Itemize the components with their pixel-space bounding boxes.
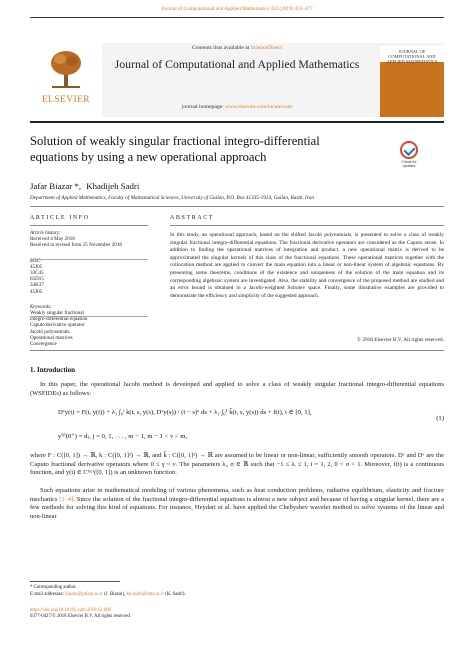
info-divider	[30, 316, 148, 317]
email-owner: (K. Sadri).	[164, 592, 186, 597]
keyword: Weakly singular fractional	[30, 310, 84, 317]
email-link[interactable]: kh.sadri@uma.ac.ir	[126, 592, 165, 597]
equation-line-1: Dᵛy(t) = F(t, y(t)) + λ₁ ∫₀ᵗ k(t, s, y(s), Dᵛy(s)) / (t − s)ᵘ ds + λ₂ ∫₀¹ k̃(t, s, y(s)) ds + f(t), t ∈ [0, 1],	[58, 409, 312, 416]
article-info	[30, 230, 150, 351]
keyword: Caputo derivative operator	[30, 322, 85, 329]
intro-paragraph-3-text: Such equations arise in mathematical modeling of various phenomena, such as heat conduction problems, radiative equilibrium, elasticity and fracture mechanics	[30, 487, 444, 503]
elsevier-logo[interactable]	[30, 43, 102, 117]
homepage-link[interactable]: www.elsevier.com/locate/cam	[225, 104, 293, 110]
abstract-rule	[170, 225, 444, 226]
journal-masthead	[30, 43, 444, 117]
email-owner: (J. Biazar),	[102, 592, 127, 597]
abstract-copyright: © 2018 Elsevier B.V. All rights reserved.	[356, 337, 444, 343]
abstract-heading: ABSTRACT	[170, 215, 215, 221]
affiliation: Department of Applied Mathematics, Faculty of Mathematical Sciences, University of Guilan, P.O. Box 41335-1914, Guilan, Rasht, Iran	[30, 195, 314, 201]
abstract-end-rule	[30, 350, 444, 351]
info-divider	[30, 259, 148, 260]
history-item: Received 4 May 2018	[30, 236, 75, 243]
masthead-rule	[30, 121, 444, 123]
doi-link[interactable]: https://doi.org/10.1016/j.cam.2018.12.008	[30, 608, 111, 613]
running-head: Journal of Computational and Applied Mathematics 352 (2019) 453–477	[161, 6, 313, 12]
elsevier-wordmark: ELSEVIER	[41, 95, 91, 105]
email-label: E-mail addresses:	[30, 592, 66, 597]
history-label: Article history:	[30, 230, 61, 236]
email-link[interactable]: biazar@guilan.ac.ir	[65, 592, 103, 597]
issn-line: 0377-0427/© 2018 Elsevier B.V. All rights reserved.	[30, 614, 131, 620]
intro-paragraph-2: where F : C([0, 1]) → ℝ, k : C([0, 1]²) → ℝ, and k̃ : C([0, 1]²) → ℝ are assumed to be linear or non-linear, sufficiently smooth operators. Dᵛ and Dᵛ are the Caputo fractional derivative operators where 0 ≤ γ < ν. The parameters λᵢ, σ ∈ ℝ such that −1 ≤ λᵢ ≤ 1, i = 1, 2, 0 < σ < 1. Moreover, f(t) is a continuous function, and y(t) ∈ C⁽ᵐ⁾([0, 1]) is an unknown function.	[30, 452, 444, 477]
keywords-label: Keywords:	[30, 303, 52, 310]
msc-group	[30, 258, 150, 295]
intro-paragraph-3	[30, 487, 444, 522]
section-heading-introduction: 1. Introduction	[30, 366, 75, 374]
author-name[interactable]: Jafar Biazar *,	[30, 181, 82, 191]
article-title: Solution of weakly singular fractional integro-differential equations by using a new operational approach	[30, 134, 320, 164]
keyword: Operational matrices	[30, 334, 73, 341]
journal-title: Journal of Computational and Applied Mathematics	[114, 57, 360, 71]
cover-title-strip	[380, 46, 444, 62]
check-for-updates-icon	[400, 141, 418, 159]
keywords-group	[30, 304, 150, 347]
author-list	[30, 181, 139, 191]
intro-paragraph-3-text: . Since the solution of the fractional integro-differential equations is almost a new subject and because of having a singular kernel, there are a few methods for solving this kind of equations. For instance, Heydari et al. have applied the Chebyshev wavelet method to solve systems of the linear and non-linear	[30, 495, 444, 521]
citation-link[interactable]: [1–4]	[59, 495, 74, 503]
elsevier-tree-icon	[48, 49, 84, 89]
check-for-updates-label: Check for updates	[401, 160, 417, 168]
msc-code: 33C45	[30, 270, 44, 277]
journal-cover[interactable]	[380, 46, 444, 117]
doi-block	[30, 608, 444, 621]
equation-number: (1)	[436, 415, 444, 422]
footnote-rule	[30, 581, 120, 582]
contents-prefix: Contents lists available at	[191, 45, 251, 51]
intro-paragraph-1: In this paper, the operational Jacobi method is developed and applied to solve a class of weakly singular fractional integro-differential equations (WSFIDEs) as follows:	[30, 381, 444, 397]
author-name[interactable]: Khadijeh Sadri	[86, 181, 140, 191]
msc-code: 45J05	[30, 288, 43, 295]
sciencedirect-link[interactable]: ScienceDirect	[250, 45, 283, 51]
equation-1	[30, 402, 444, 448]
history-item: Received in revised form 25 November 2018	[30, 242, 122, 249]
keyword: integro-differential equation	[30, 316, 88, 323]
homepage-prefix: journal homepage:	[181, 104, 226, 110]
msc-code: 34K37	[30, 282, 44, 289]
check-for-updates-badge[interactable]	[398, 141, 420, 167]
abstract-text: In this study, an operational approach, based on the shifted Jacobi polynomials, is presented to solve a class of weakly singular fractional integro-differential equations. The fractional derivative operators are considered as the Caputo sense. In addition to finding the operational matrices of integration and product, a new operational matrix is derived to be approximated the singular kernels of this class of the functional equations. These operational matrices together with the collocation method are applied to convert the main equation into a linear or non-linear system of algebraic equations. By presenting some theorems, conditions of the existence and uniqueness of the solution of the main equation and its corresponding algebraic system are investigated. Also, the stability and convergence of the proposed method are studied and an error bound is obtained in a Jacobi-weighted Sobolev space. Finally, some illustrative examples are provided to demonstrate the efficiency and simplicity of the suggested approach.	[170, 232, 444, 299]
article-info-rule	[30, 225, 148, 226]
top-rule	[30, 17, 444, 18]
journal-homepage	[102, 104, 372, 110]
equation-line-2: y⁽ʲ⁾(0⁺) = dⱼ, j = 0, 1, . . . , m − 1, m − 1 < ν < m,	[58, 433, 188, 440]
msc-code: 45J05	[30, 263, 43, 270]
msc-label: MSC:	[30, 257, 42, 264]
footnote-corresponding: * Corresponding author.	[30, 585, 77, 590]
keyword: Jacobi polynomials	[30, 328, 70, 335]
footnote-emails	[30, 592, 444, 598]
cover-title: JOURNAL OF COMPUTATIONAL AND APPLIED MATHEMATICS	[386, 49, 438, 64]
msc-code: 65D15	[30, 276, 44, 283]
affiliation-rule	[30, 206, 444, 207]
history-group	[30, 230, 150, 249]
keyword: Convergence	[30, 341, 57, 348]
article-info-heading: ARTICLE INFO	[30, 215, 90, 221]
contents-line	[102, 45, 372, 51]
